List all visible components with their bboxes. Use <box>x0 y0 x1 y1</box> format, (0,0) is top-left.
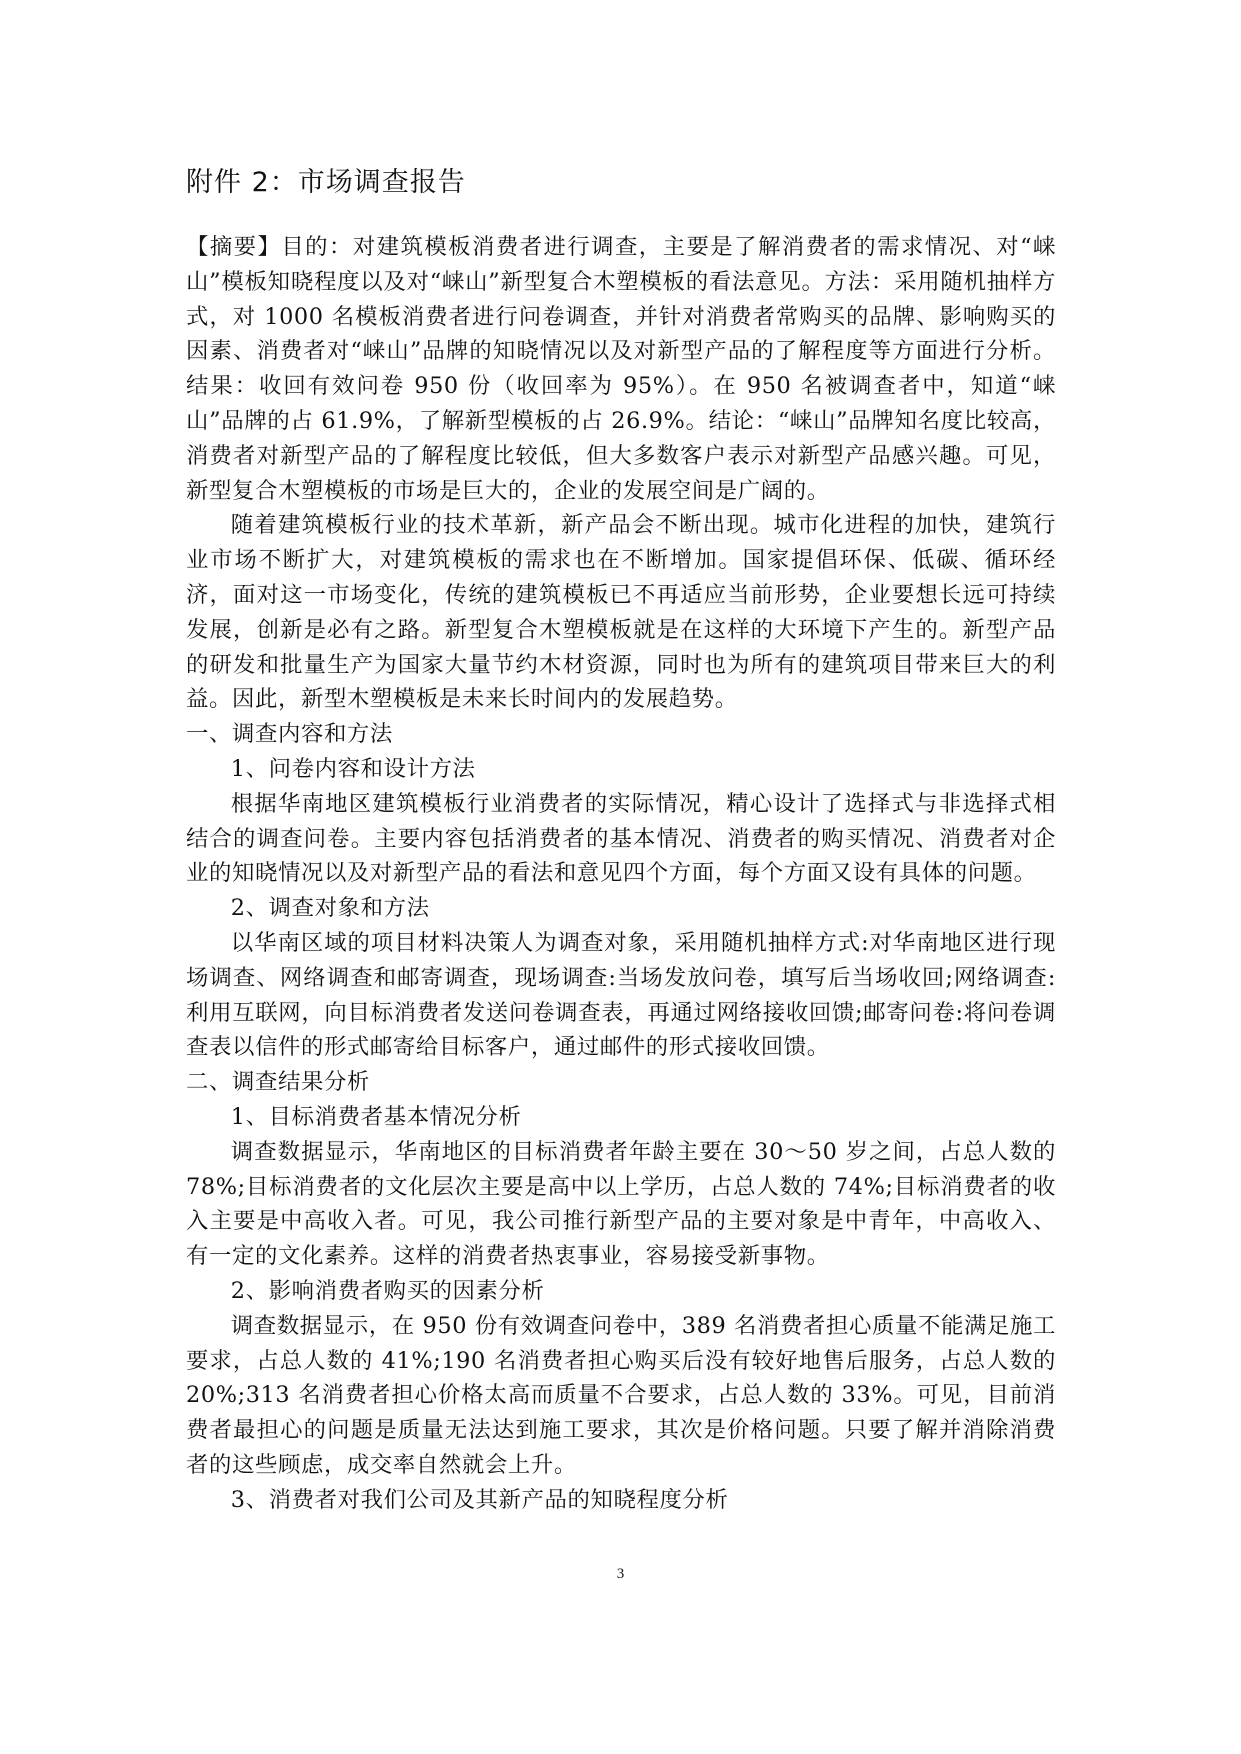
subsection-2-2-paragraph: 调查数据显示，在 950 份有效调查问卷中，389 名消费者担心质量不能满足施工要求，占总人数的 41%;190 名消费者担心购买后没有较好地售后服务，占总人数的 20%;313 名消费者担心价格太高而质量不合要求，占总人数的 33%。可见，目前消费者最担心的问题是质量无法达到施工要求，其次是价格问题。只要了解并消除消费者的这些顾虑，成交率自然就会上升。 <box>186 1312 1056 1478</box>
abstract-paragraph: 【摘要】目的：对建筑模板消费者进行调查，主要是了解消费者的需求情况、对“崃山”模板知晓程度以及对“崃山”新型复合木塑模板的看法意见。方法：采用随机抽样方式，对 1000 名模板消费者进行问卷调查，并针对消费者常购买的品牌、影响购买的因素、消费者对“崃山”品牌的知晓情况以及对新型产品的了解程度等方面进行分析。结果：收回有效问卷 950 份（收回率为 95%）。在 950 名被调查者中，知道“崃山”品牌的占 61.9%，了解新型模板的占 26.9%。结论：“崃山”品牌知名度比较高，消费者对新型产品的了解程度比较低，但大多数客户表示对新型产品感兴趣。可见，新型复合木塑模板的市场是巨大的，企业的发展空间是广阔的。 <box>186 234 1056 504</box>
subsection-1-2-paragraph: 以华南区域的项目材料决策人为调查对象，采用随机抽样方式:对华南地区进行现场调查、网络调查和邮寄调查，现场调查:当场发放问卷，填写后当场收回;网络调查:利用互联网，向目标消费者发送问卷调查表，再通过网络接收回馈;邮寄问卷:将问卷调查表以信件的形式邮寄给目标客户，通过邮件的形式接收回馈。 <box>186 929 1056 1061</box>
page-title: 附件 2：市场调查报告 <box>186 167 466 198</box>
subsection-heading-1-2: 2、调查对象和方法 <box>230 895 430 922</box>
subsection-heading-2-1: 1、目标消费者基本情况分析 <box>230 1103 522 1130</box>
section-heading-1: 一、调查内容和方法 <box>186 721 393 748</box>
subsection-heading-1-1: 1、问卷内容和设计方法 <box>230 755 476 782</box>
section-heading-2: 二、调查结果分析 <box>186 1069 370 1096</box>
intro-paragraph: 随着建筑模板行业的技术革新，新产品会不断出现。城市化进程的加快，建筑行业市场不断扩大，对建筑模板的需求也在不断增加。国家提倡环保、低碳、循环经济，面对这一市场变化，传统的建筑模板已不再适应当前形势，企业要想长远可持续发展，创新是必有之路。新型复合木塑模板就是在这样的大环境下产生的。新型产品的研发和批量生产为国家大量节约木材资源，同时也为所有的建筑项目带来巨大的利益。因此，新型木塑模板是未来长时间内的发展趋势。 <box>186 512 1056 713</box>
subsection-2-1-paragraph: 调查数据显示，华南地区的目标消费者年龄主要在 30～50 岁之间，占总人数的 78%;目标消费者的文化层次主要是高中以上学历，占总人数的 74%;目标消费者的收入主要是中高收入者。可见，我公司推行新型产品的主要对象是中青年，中高收入、有一定的文化素养。这样的消费者热衷事业，容易接受新事物。 <box>186 1138 1056 1270</box>
subsection-heading-2-2: 2、影响消费者购买的因素分析 <box>230 1277 545 1304</box>
subsection-1-1-paragraph: 根据华南地区建筑模板行业消费者的实际情况，精心设计了选择式与非选择式相结合的调查问卷。主要内容包括消费者的基本情况、消费者的购买情况、消费者对企业的知晓情况以及对新型产品的看法和意见四个方面，每个方面又设有具体的问题。 <box>186 790 1056 887</box>
document-body <box>186 230 1056 1517</box>
page-number: 3 <box>616 1566 625 1582</box>
subsection-heading-2-3: 3、消费者对我们公司及其新产品的知晓程度分析 <box>230 1486 729 1513</box>
